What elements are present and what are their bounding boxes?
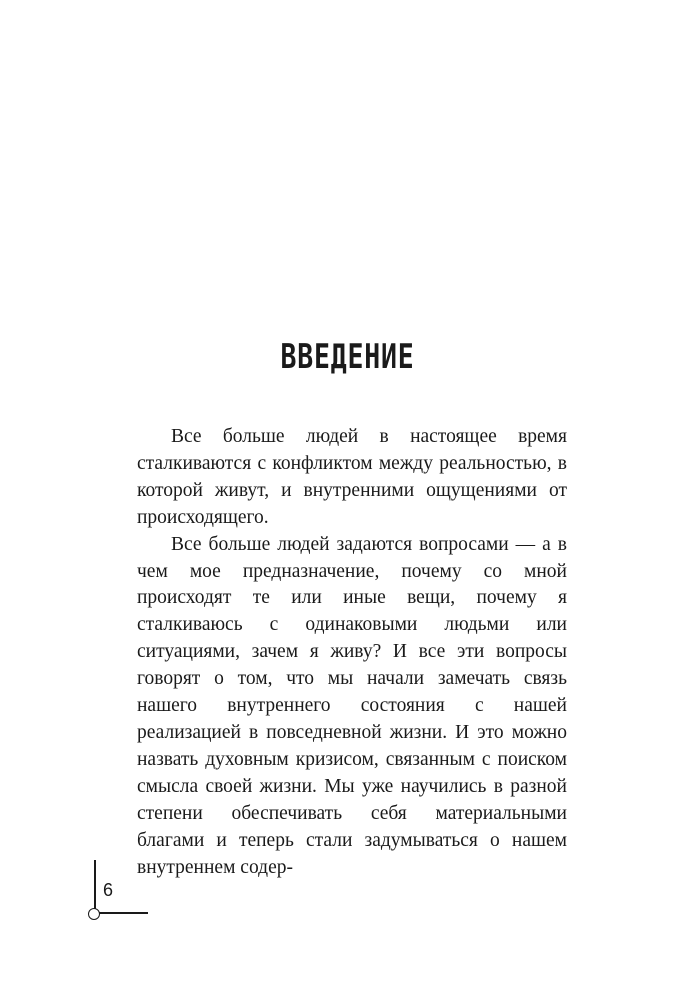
folio-ornament	[88, 860, 148, 920]
page-number: 6	[103, 880, 114, 900]
folio-horizontal-rule	[96, 912, 148, 914]
paragraph-2: Все больше людей задаются вопросами — а в чем мое предназначение, почему со мной происходят те или иные вещи, почему я сталкиваюсь с одинаковыми людьми или ситуациями, зачем я живу? И все эти вопросы говорят о том, что мы начали замечать связь нашего внутреннего состояния с нашей реализацией в повседневной жизни. И это можно назвать духовным кризисом, связанным с поиском смысла своей жизни. Мы уже научились в разной степени обеспечивать себя материальными благами и теперь стали задумываться о нашем внутреннем содер-	[137, 533, 567, 878]
paragraph-1: Все больше людей в настоящее время сталкиваются с конфликтом между реальностью, в которой живут, и внутренними ощущениями от происходящего.	[137, 426, 567, 528]
folio-curl-icon	[88, 908, 100, 920]
body-text	[137, 424, 567, 881]
folio-vertical-rule	[94, 860, 96, 912]
chapter-title: ВВЕДЕНИЕ	[280, 337, 415, 377]
